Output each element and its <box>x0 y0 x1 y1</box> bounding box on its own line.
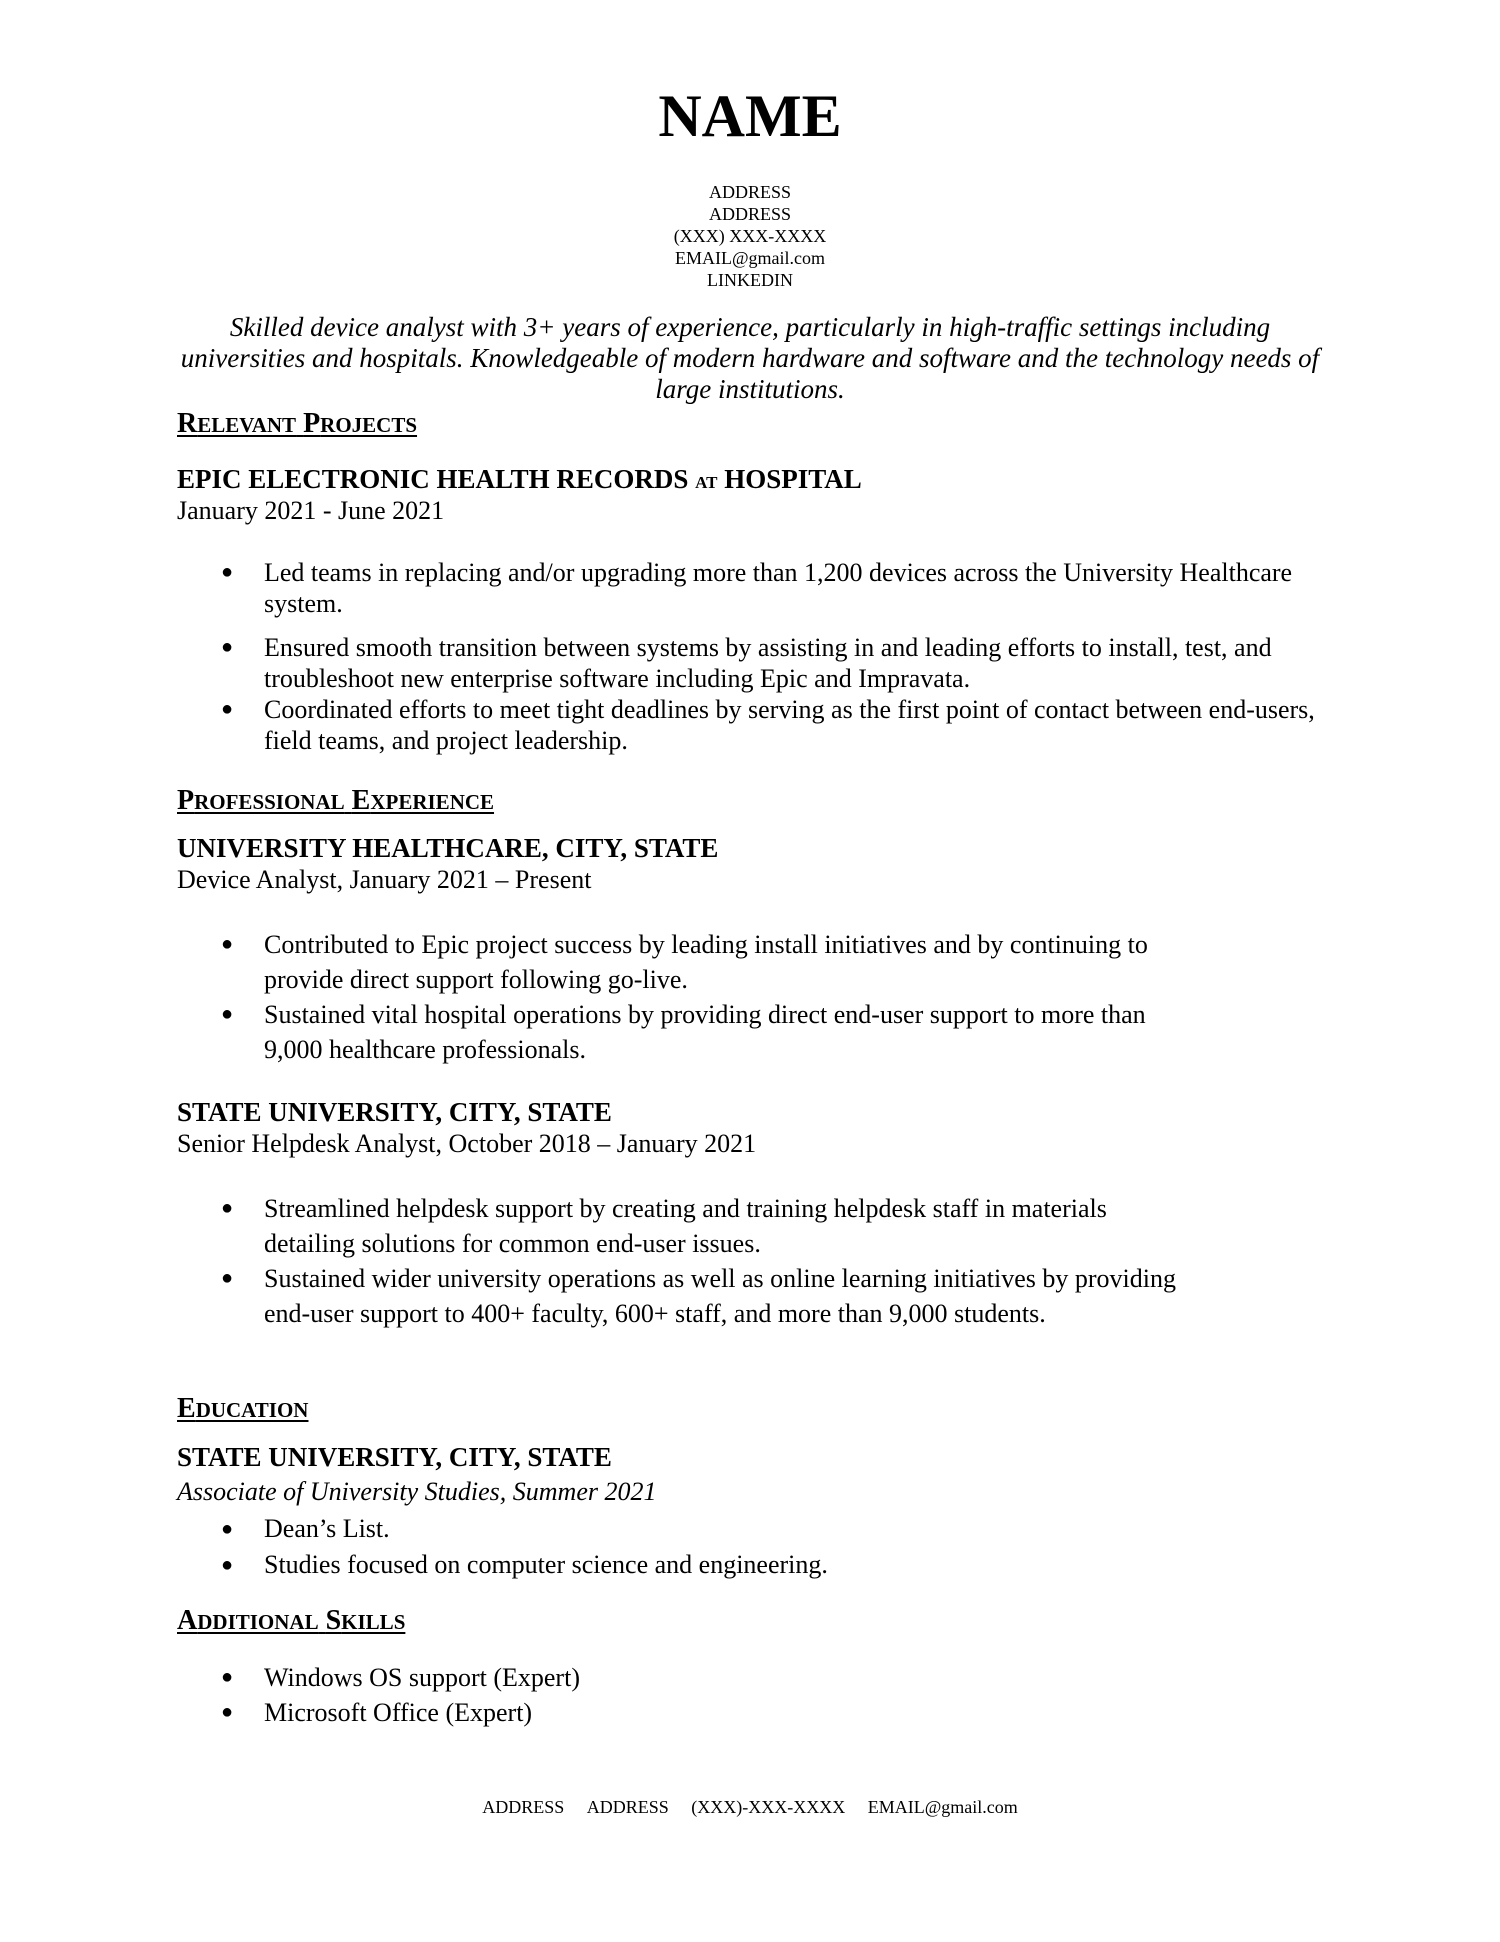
list-item: ● Streamlined helpdesk support by creating and training helpdesk staff in materials detailing solutions for common end-user issues. <box>177 1191 1177 1261</box>
bullet-icon: ● <box>221 1701 234 1723</box>
bullet-icon: ● <box>221 1197 234 1219</box>
list-item: ● Dean’s List. <box>177 1511 1177 1547</box>
section-heading-professional-experience: PROFESSIONAL EXPERIENCE <box>177 785 495 816</box>
contact-address-line-2: ADDRESS <box>708 204 792 224</box>
bullet-icon: ● <box>221 933 234 955</box>
project-title-at: AT <box>695 473 718 492</box>
project-title-org: HOSPITAL <box>724 464 862 494</box>
bullet-icon: ● <box>221 1267 234 1289</box>
section-heading-education: EDUCATION <box>177 1393 309 1424</box>
project-title <box>177 463 862 499</box>
bullet-icon: ● <box>221 636 234 658</box>
education-degree: Associate of University Studies, Summer 2021 <box>177 1477 657 1506</box>
project-dates: January 2021 - June 2021 <box>177 496 445 525</box>
section-heading-additional-skills: ADDITIONAL SKILLS <box>177 1605 406 1636</box>
candidate-name: NAME <box>658 83 842 149</box>
footer-address-2: ADDRESS <box>586 1797 669 1817</box>
list-item: ● Led teams in replacing and/or upgrading more than 1,200 devices across the University Healthcare system. <box>221 558 1293 618</box>
list-item: ● Ensured smooth transition between systems by assisting in and leading efforts to install, test, and troubleshoot new enterprise software including Epic and Impravata. <box>221 633 1272 693</box>
education-school: STATE UNIVERSITY, CITY, STATE <box>177 1442 612 1472</box>
page-footer <box>0 1796 1500 1818</box>
job-employer-2: STATE UNIVERSITY, CITY, STATE <box>177 1097 612 1127</box>
list-item: ● Coordinated efforts to meet tight deadlines by serving as the first point of contact between end-users, field teams, and project leadership. <box>221 695 1315 755</box>
skills-bullet-list <box>177 1660 1177 1730</box>
contact-linkedin[interactable]: LINKEDIN <box>707 270 793 290</box>
education-bullet-list <box>177 1511 1177 1583</box>
job-role-1: Device Analyst, January 2021 – Present <box>177 865 592 894</box>
summary-paragraph: Skilled device analyst with 3+ years of experience, particularly in high-traffic settings including universities and hospitals. Knowledgeable of modern hardware and software and the technology needs of large institutions. <box>180 312 1320 404</box>
bullet-icon: ● <box>221 561 234 583</box>
list-item: ● Windows OS support (Expert) <box>177 1660 1177 1695</box>
job-1-bullet-list <box>177 927 1177 1067</box>
list-item: ● Sustained wider university operations as well as online learning initiatives by providing end-user support to 400+ faculty, 600+ staff, and more than 9,000 students. <box>177 1261 1177 1331</box>
contact-email[interactable]: EMAIL@gmail.com <box>674 248 826 268</box>
project-title-main: EPIC ELECTRONIC HEALTH RECORDS <box>177 464 689 494</box>
list-item: ● Studies focused on computer science and engineering. <box>177 1547 1177 1583</box>
bullet-icon: ● <box>221 1518 234 1540</box>
contact-address-line-1: ADDRESS <box>708 182 792 202</box>
footer-email[interactable]: EMAIL@gmail.com <box>867 1797 1018 1817</box>
footer-address-1: ADDRESS <box>482 1797 565 1817</box>
contact-block <box>0 181 1500 291</box>
bullet-icon: ● <box>221 1003 234 1025</box>
project-bullet-list <box>177 557 1327 756</box>
bullet-icon: ● <box>221 1554 234 1576</box>
job-2-bullet-list <box>177 1191 1177 1331</box>
section-heading-relevant-projects: RELEVANT PROJECTS <box>177 408 418 439</box>
list-item: ● Contributed to Epic project success by leading install initiatives and by continuing to provide direct support following go-live. <box>177 927 1177 997</box>
list-item: ● Sustained vital hospital operations by providing direct end-user support to more than 9,000 healthcare professionals. <box>177 997 1177 1067</box>
job-employer-1: UNIVERSITY HEALTHCARE, CITY, STATE <box>177 833 719 863</box>
list-item: ● Microsoft Office (Expert) <box>177 1695 1177 1730</box>
bullet-icon: ● <box>221 698 234 720</box>
footer-phone: (XXX)-XXX-XXXX <box>691 1797 846 1817</box>
bullet-icon: ● <box>221 1666 234 1688</box>
contact-phone: (XXX) XXX-XXXX <box>673 226 827 246</box>
job-role-2: Senior Helpdesk Analyst, October 2018 – January 2021 <box>177 1129 757 1158</box>
